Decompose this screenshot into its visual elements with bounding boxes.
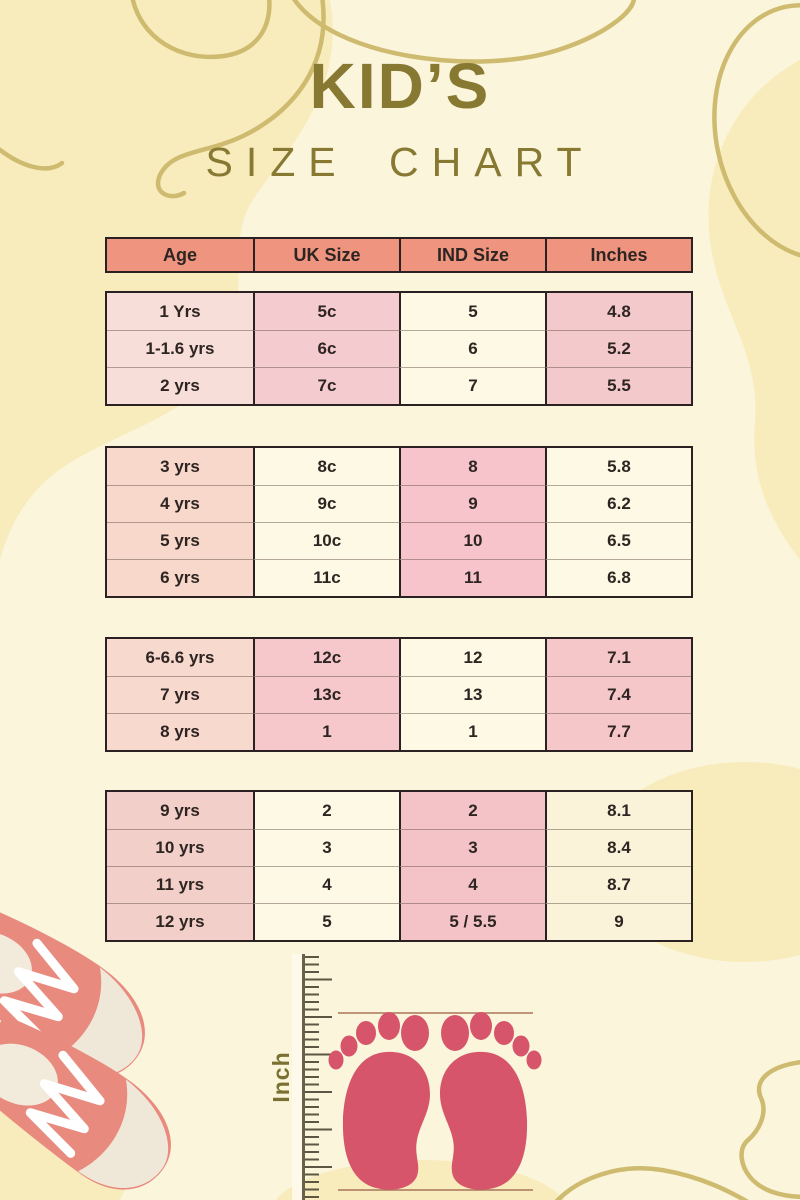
cell-ind-size-g2r2: 9	[399, 485, 545, 522]
cell-inches-g2r2: 6.2	[545, 485, 691, 522]
cell-inches-g4r2: 8.4	[545, 829, 691, 866]
cell-uk-size-g1r1: 5c	[253, 293, 399, 330]
cell-uk-size-g2r2: 9c	[253, 485, 399, 522]
cell-age-g1r1: 1 Yrs	[107, 293, 253, 330]
yellow-blob-top-right	[708, 60, 800, 560]
cell-inches-g2r4: 6.8	[545, 559, 691, 596]
cell-ind-size-g4r1: 2	[399, 792, 545, 829]
cell-ind-size-g3r3: 1	[399, 713, 545, 750]
cell-ind-size-g1r2: 6	[399, 330, 545, 367]
page-title: KID’S	[309, 50, 491, 122]
cell-age-g2r2: 4 yrs	[107, 485, 253, 522]
cell-inches-g3r1: 7.1	[545, 639, 691, 676]
cell-uk-size-g2r3: 10c	[253, 522, 399, 559]
cell-uk-size-g3r2: 13c	[253, 676, 399, 713]
cell-age-g2r1: 3 yrs	[107, 448, 253, 485]
cell-inches-g2r1: 5.8	[545, 448, 691, 485]
page-subtitle: SIZE CHART	[205, 139, 595, 185]
cell-age-g1r3: 2 yrs	[107, 367, 253, 404]
cell-uk-size-g1r2: 6c	[253, 330, 399, 367]
cell-age-g2r4: 6 yrs	[107, 559, 253, 596]
cell-uk-size-g4r3: 4	[253, 866, 399, 903]
cell-inches-g4r1: 8.1	[545, 792, 691, 829]
cell-uk-size-g4r4: 5	[253, 903, 399, 940]
size-group-table-1	[105, 291, 693, 406]
inch-label: Inch	[268, 1051, 294, 1103]
cell-age-g1r2: 1-1.6 yrs	[107, 330, 253, 367]
table-header-row	[105, 237, 693, 273]
cell-inches-g1r2: 5.2	[545, 330, 691, 367]
cell-ind-size-g3r1: 12	[399, 639, 545, 676]
footprint-right	[440, 1012, 542, 1190]
header-cell-inches: Inches	[545, 239, 691, 271]
ruler-illustration	[268, 954, 332, 1200]
cell-uk-size-g1r3: 7c	[253, 367, 399, 404]
cell-inches-g3r3: 7.7	[545, 713, 691, 750]
cell-age-g2r3: 5 yrs	[107, 522, 253, 559]
footprint-left	[329, 1012, 431, 1190]
cell-ind-size-g2r3: 10	[399, 522, 545, 559]
cell-uk-size-g2r4: 11c	[253, 559, 399, 596]
cell-uk-size-g4r2: 3	[253, 829, 399, 866]
cell-age-g4r1: 9 yrs	[107, 792, 253, 829]
cell-age-g3r3: 8 yrs	[107, 713, 253, 750]
cell-ind-size-g1r3: 7	[399, 367, 545, 404]
cell-ind-size-g1r1: 5	[399, 293, 545, 330]
cell-ind-size-g2r4: 11	[399, 559, 545, 596]
line-art-bottom-right-hook	[742, 1062, 800, 1197]
size-group-table-2	[105, 446, 693, 598]
cell-uk-size-g4r1: 2	[253, 792, 399, 829]
cell-age-g4r4: 12 yrs	[107, 903, 253, 940]
cell-uk-size-g3r1: 12c	[253, 639, 399, 676]
ruler-ticks	[305, 957, 332, 1197]
cell-age-g4r3: 11 yrs	[107, 866, 253, 903]
cell-inches-g2r3: 6.5	[545, 522, 691, 559]
size-group-table-4	[105, 790, 693, 942]
cell-ind-size-g2r1: 8	[399, 448, 545, 485]
cell-inches-g1r3: 5.5	[545, 367, 691, 404]
cell-uk-size-g3r3: 1	[253, 713, 399, 750]
cell-ind-size-g4r3: 4	[399, 866, 545, 903]
cell-age-g4r2: 10 yrs	[107, 829, 253, 866]
header-cell-ind-size: IND Size	[399, 239, 545, 271]
cell-ind-size-g3r2: 13	[399, 676, 545, 713]
cell-inches-g4r4: 9	[545, 903, 691, 940]
line-art-bottom-arc	[556, 1168, 748, 1200]
size-group-table-3	[105, 637, 693, 752]
cell-age-g3r1: 6-6.6 yrs	[107, 639, 253, 676]
cell-uk-size-g2r1: 8c	[253, 448, 399, 485]
cell-ind-size-g4r4: 5 / 5.5	[399, 903, 545, 940]
cell-age-g3r2: 7 yrs	[107, 676, 253, 713]
cell-inches-g3r2: 7.4	[545, 676, 691, 713]
cell-inches-g1r1: 4.8	[545, 293, 691, 330]
cell-inches-g4r3: 8.7	[545, 866, 691, 903]
header-cell-age: Age	[162, 244, 197, 265]
cell-ind-size-g4r2: 3	[399, 829, 545, 866]
header-cell-uk-size: UK Size	[253, 239, 399, 271]
